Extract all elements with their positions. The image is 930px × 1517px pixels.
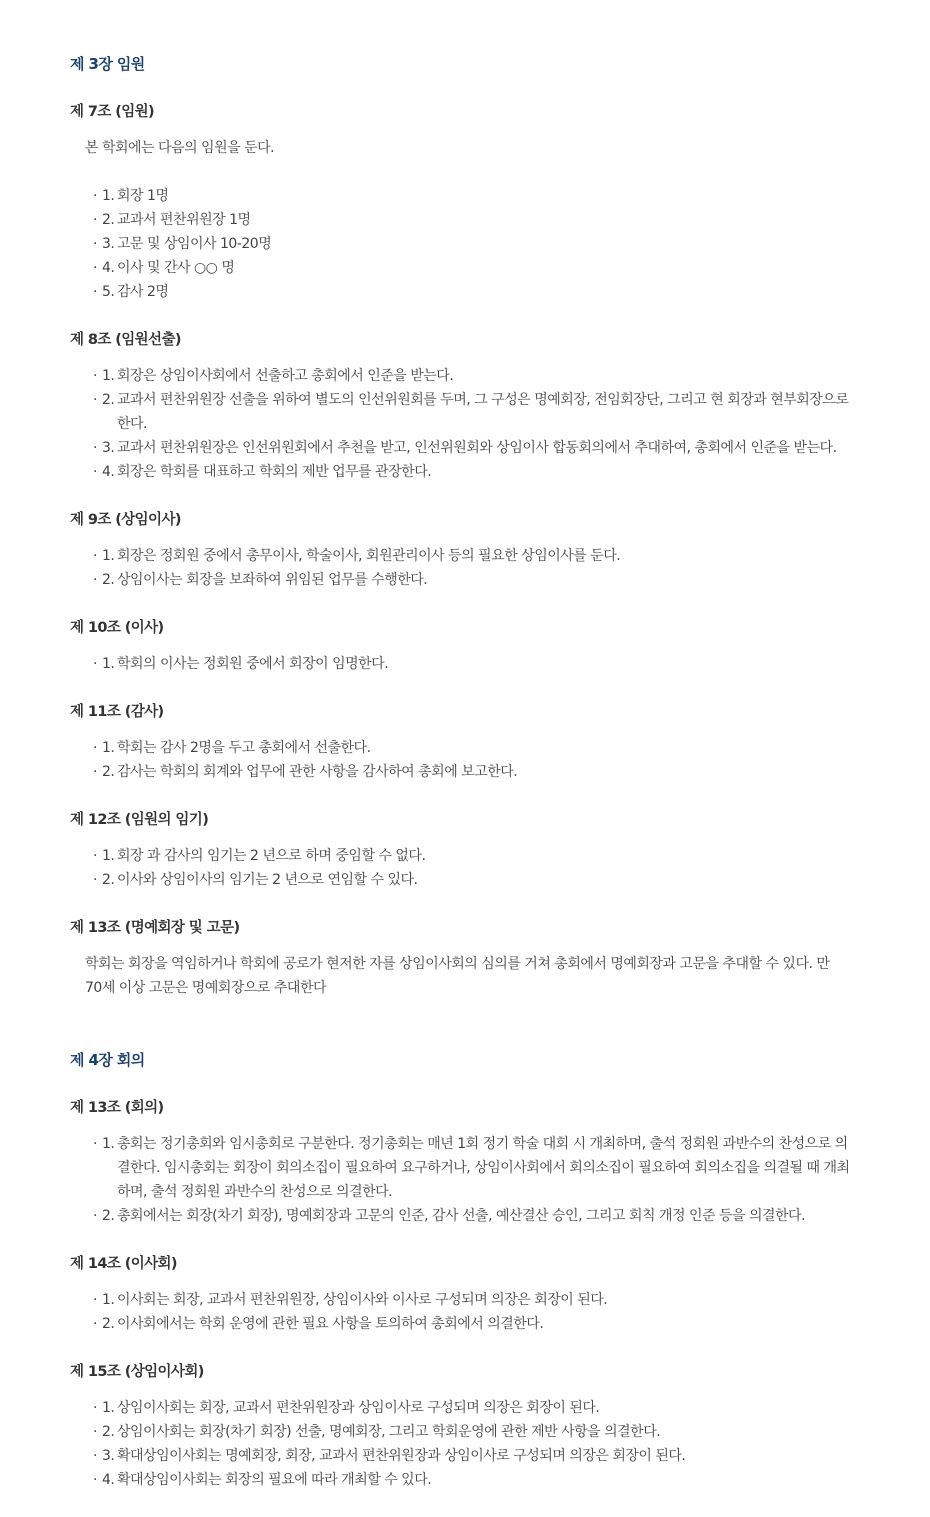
list-item: · 4. 확대상임이사회는 회장의 필요에 따라 개최할 수 있다. (93, 1472, 432, 1488)
list-item: · 5. 감사 2명 (93, 284, 169, 300)
list-item: · 2. 총회에서는 회장(차기 회장), 명예회장과 고문의 인준, 감사 선출, 예산결산 승인, 그리고 회칙 개정 인준 등을 의결한다. (93, 1208, 806, 1224)
article-7-intro: 본 학회에는 다음의 임원을 둔다. (85, 140, 275, 156)
list-item: · 2. 교과서 편찬위원장 선출을 위하여 별도의 인선위원회를 두며, 그 구성은 명예회장, 전임회장단, 그리고 현 회장과 현부회장으로 한다. (93, 392, 849, 432)
article-15-title: 제 15조 (상임이사회) (70, 1364, 204, 1380)
list-item: · 2. 이사회에서는 학회 운영에 관한 필요 사항을 토의하여 총회에서 의결한다. (93, 1316, 544, 1332)
list-item: · 2. 이사와 상임이사의 임기는 2 년으로 연임할 수 있다. (93, 872, 418, 888)
list-item: · 4. 회장은 학회를 대표하고 학회의 제반 업무를 관장한다. (93, 464, 432, 480)
article-10-title: 제 10조 (이사) (70, 620, 164, 636)
list-item: · 1. 이사회는 회장, 교과서 편찬위원장, 상임이사와 이사로 구성되며 의장은 회장이 된다. (93, 1292, 608, 1308)
chapter-4-article-13-list (70, 1132, 850, 1228)
list-item: · 4. 이사 및 간사 ○○ 명 (93, 260, 235, 276)
list-item: · 1. 회장 과 감사의 임기는 2 년으로 하며 중임할 수 없다. (93, 848, 426, 864)
list-item: · 3. 고문 및 상임이사 10-20명 (93, 236, 272, 252)
article-7-title: 제 7조 (임원) (70, 104, 155, 120)
list-item: · 2. 상임이사는 회장을 보좌하여 위임된 업무를 수행한다. (93, 572, 428, 588)
list-item: · 2. 교과서 편찬위원장 1명 (93, 212, 251, 228)
list-item: · 1. 학회의 이사는 정회원 중에서 회장이 임명한다. (93, 656, 389, 672)
article-7-list (70, 184, 850, 304)
article-14-title: 제 14조 (이사회) (70, 1256, 177, 1272)
chapter-4-article-13-title: 제 13조 (회의) (70, 1100, 164, 1116)
article-12-title: 제 12조 (임원의 임기) (70, 812, 209, 828)
article-9-list (70, 544, 850, 592)
list-item: · 2. 상임이사회는 회장(차기 회장) 선출, 명예회장, 그리고 학회운영에 관한 제반 사항을 의결한다. (93, 1424, 661, 1440)
list-item: · 3. 교과서 편찬위원장은 인선위원회에서 추천을 받고, 인선위원회와 상임이사 합동회의에서 추대하여, 총회에서 인준을 받는다. (93, 440, 837, 456)
list-item: · 1. 총회는 정기총회와 임시총회로 구분한다. 정기총회는 매년 1회 정기 학술 대회 시 개최하며, 출석 정회원 과반수의 찬성으로 의결한다. 임시총회는 회장이 회의소집이 필요하여 요구하거나, 상임이사회에서 회의소집이 필요하여 회의소집을 의결될 때 개최하며, 출석 정회원 과반수의 찬성으로 의결한다. (93, 1136, 850, 1200)
article-11-title: 제 11조 (감사) (70, 704, 164, 720)
chapter-3-title: 제 3장 임원 (70, 55, 145, 73)
article-11-list (70, 736, 850, 784)
article-12-list (70, 844, 850, 892)
article-8-title: 제 8조 (임원선출) (70, 332, 181, 348)
list-item: · 1. 회장은 정회원 중에서 총무이사, 학술이사, 회원관리이사 등의 필요한 상임이사를 둔다. (93, 548, 621, 564)
article-13-text: 학회는 회장을 역임하거나 학회에 공로가 현저한 자를 상임이사회의 심의를 거쳐 총회에서 명예회장과 고문을 추대할 수 있다. 만 70세 이상 고문은 명예회장으로 추대한다 (85, 956, 830, 996)
list-item: · 1. 회장은 상임이사회에서 선출하고 총회에서 인준을 받는다. (93, 368, 454, 384)
article-9-title: 제 9조 (상임이사) (70, 512, 181, 528)
article-14-list (70, 1288, 850, 1336)
list-item: · 2. 감사는 학회의 회계와 업무에 관한 사항을 감사하여 총회에 보고한다. (93, 764, 518, 780)
article-13-title: 제 13조 (명예회장 및 고문) (70, 920, 240, 936)
chapter-4-title: 제 4장 회의 (70, 1051, 145, 1069)
list-item: · 1. 학회는 감사 2명을 두고 총회에서 선출한다. (93, 740, 371, 756)
article-15-list (70, 1396, 850, 1492)
article-10-list (70, 652, 850, 676)
article-8-list (70, 364, 850, 484)
list-item: · 1. 회장 1명 (93, 188, 169, 204)
list-item: · 1. 상임이사회는 회장, 교과서 편찬위원장과 상임이사로 구성되며 의장은 회장이 된다. (93, 1400, 600, 1416)
list-item: · 3. 확대상임이사회는 명예회장, 회장, 교과서 편찬위원장과 상임이사로 구성되며 의장은 회장이 된다. (93, 1448, 686, 1464)
